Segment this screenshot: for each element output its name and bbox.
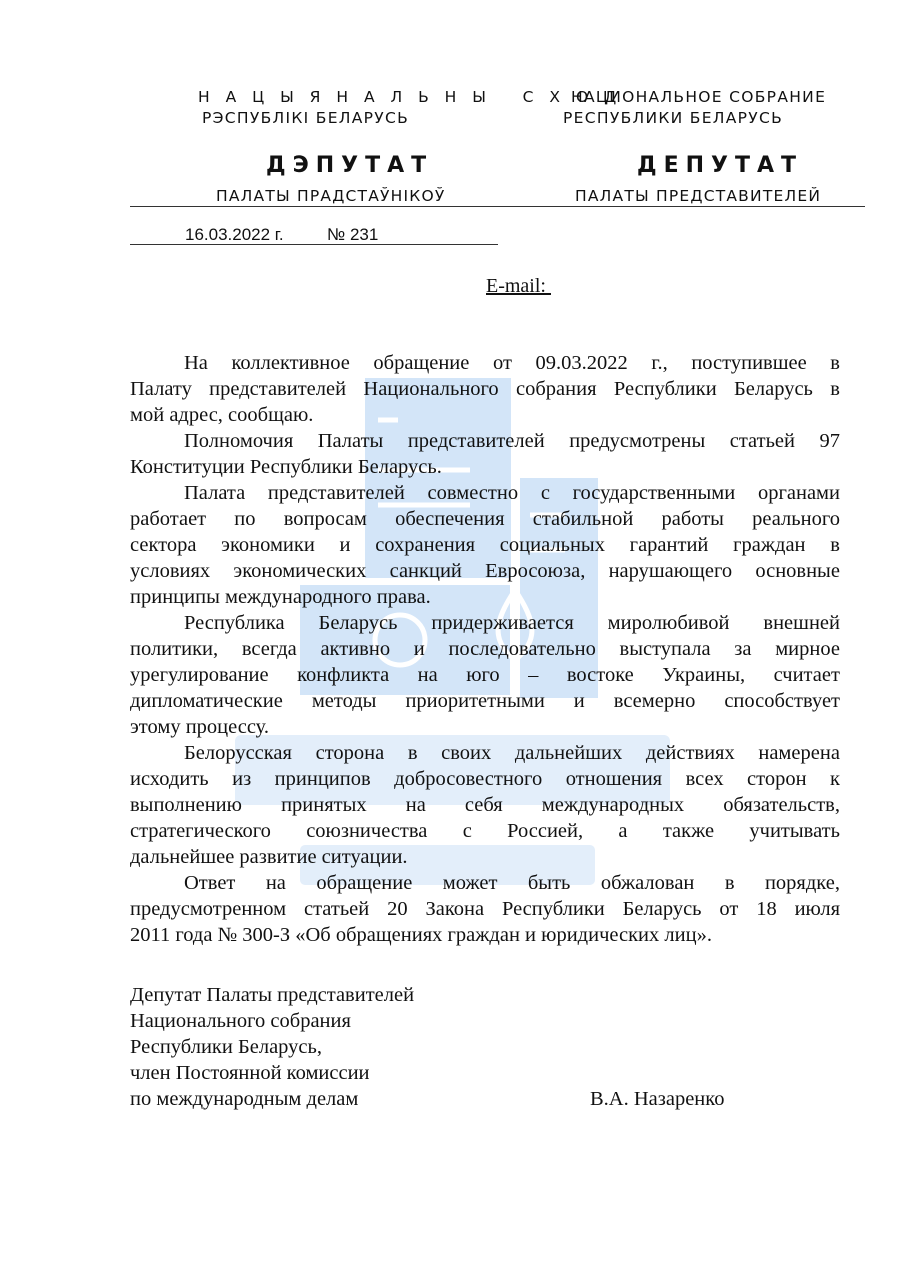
paragraph (130, 740, 840, 870)
signature-line: член Постоянной комиссии (130, 1062, 370, 1084)
header-left-title: ДЭПУТАТ (266, 153, 434, 178)
paragraph-line: работает по вопросам обеспечения стабильной работы реального (130, 508, 840, 530)
paragraph-line: Белорусская сторона в своих дальнейших действиях намерена (184, 742, 840, 764)
date-rule (130, 244, 498, 245)
paragraph-line: Палата представителей совместно с государственными органами (184, 482, 840, 504)
email-label: E-mail: (486, 275, 551, 297)
paragraph-line: Республика Беларусь придерживается миролюбивой внешней (184, 612, 840, 634)
signature-block (130, 982, 414, 1112)
paragraph-line: исходить из принципов добросовестного отношения всех сторон к (130, 768, 840, 790)
signature-line: по международным делам (130, 1088, 359, 1110)
signature-line: Национального собрания (130, 1010, 351, 1032)
paragraph-line: Палату представителей Национального собрания Республики Беларусь в (130, 378, 840, 400)
header-left-subtitle: ПАЛАТЫ ПРАДСТАЎНІКОЎ (216, 187, 446, 205)
letter-body (130, 350, 840, 948)
header-left-line1: Н А Ц Ы Я Н А Л Ь Н Ы С Х О Д (198, 88, 622, 106)
signature-name: В.А. Назаренко (590, 1088, 725, 1110)
paragraph-line: урегулирование конфликта на юго – востоке Украины, считает (130, 664, 840, 686)
paragraph-line: Полномочия Палаты представителей предусмотрены статьей 97 (184, 430, 840, 452)
signature-line: Республики Беларусь, (130, 1036, 322, 1058)
paragraph (130, 428, 840, 480)
paragraph-line: Ответ на обращение может быть обжалован в порядке, (184, 872, 840, 894)
paragraph-line: условиях экономических санкций Евросоюза, нарушающего основные (130, 560, 840, 582)
header-right-subtitle: ПАЛАТЫ ПРЕДСТАВИТЕЛЕЙ (575, 187, 822, 205)
paragraph-line: принципы международного права. (130, 586, 431, 608)
paragraph-line: выполнению принятых на себя международных обязательств, (130, 794, 840, 816)
paragraph-line: стратегического союзничества с Россией, а также учитывать (130, 820, 840, 842)
paragraph-line: На коллективное обращение от 09.03.2022 г., поступившее в (184, 352, 840, 374)
document-date: 16.03.2022 г. (185, 225, 284, 244)
paragraph (130, 870, 840, 948)
paragraph-line: этому процессу. (130, 716, 269, 738)
paragraph (130, 480, 840, 610)
paragraph (130, 350, 840, 428)
paragraph-line: сектора экономики и сохранения социальных гарантий граждан в (130, 534, 840, 556)
paragraph-line: дипломатические методы приоритетными и всемерно способствует (130, 690, 840, 712)
paragraph-line: мой адрес, сообщаю. (130, 404, 314, 426)
signature-line: Депутат Палаты представителей (130, 984, 415, 1006)
paragraph (130, 610, 840, 740)
paragraph-line: дальнейшее развитие ситуации. (130, 846, 408, 868)
paragraph-line: 2011 года № 300-З «Об обращениях граждан и юридических лиц». (130, 924, 712, 946)
document-number: № 231 (327, 225, 379, 244)
header-rule (130, 206, 865, 207)
header-right-title: ДЕПУТАТ (637, 153, 804, 178)
paragraph-line: политики, всегда активно и последовательно выступала за мирное (130, 638, 840, 660)
paragraph-line: Конституции Республики Беларусь. (130, 456, 442, 478)
header-left-line2: РЭСПУБЛІКІ БЕЛАРУСЬ (202, 109, 410, 127)
header-right-line2: РЕСПУБЛИКИ БЕЛАРУСЬ (563, 109, 784, 127)
header-right-line1: НАЦИОНАЛЬНОЕ СОБРАНИЕ (571, 88, 827, 106)
paragraph-line: предусмотренном статьей 20 Закона Республики Беларусь от 18 июля (130, 898, 840, 920)
